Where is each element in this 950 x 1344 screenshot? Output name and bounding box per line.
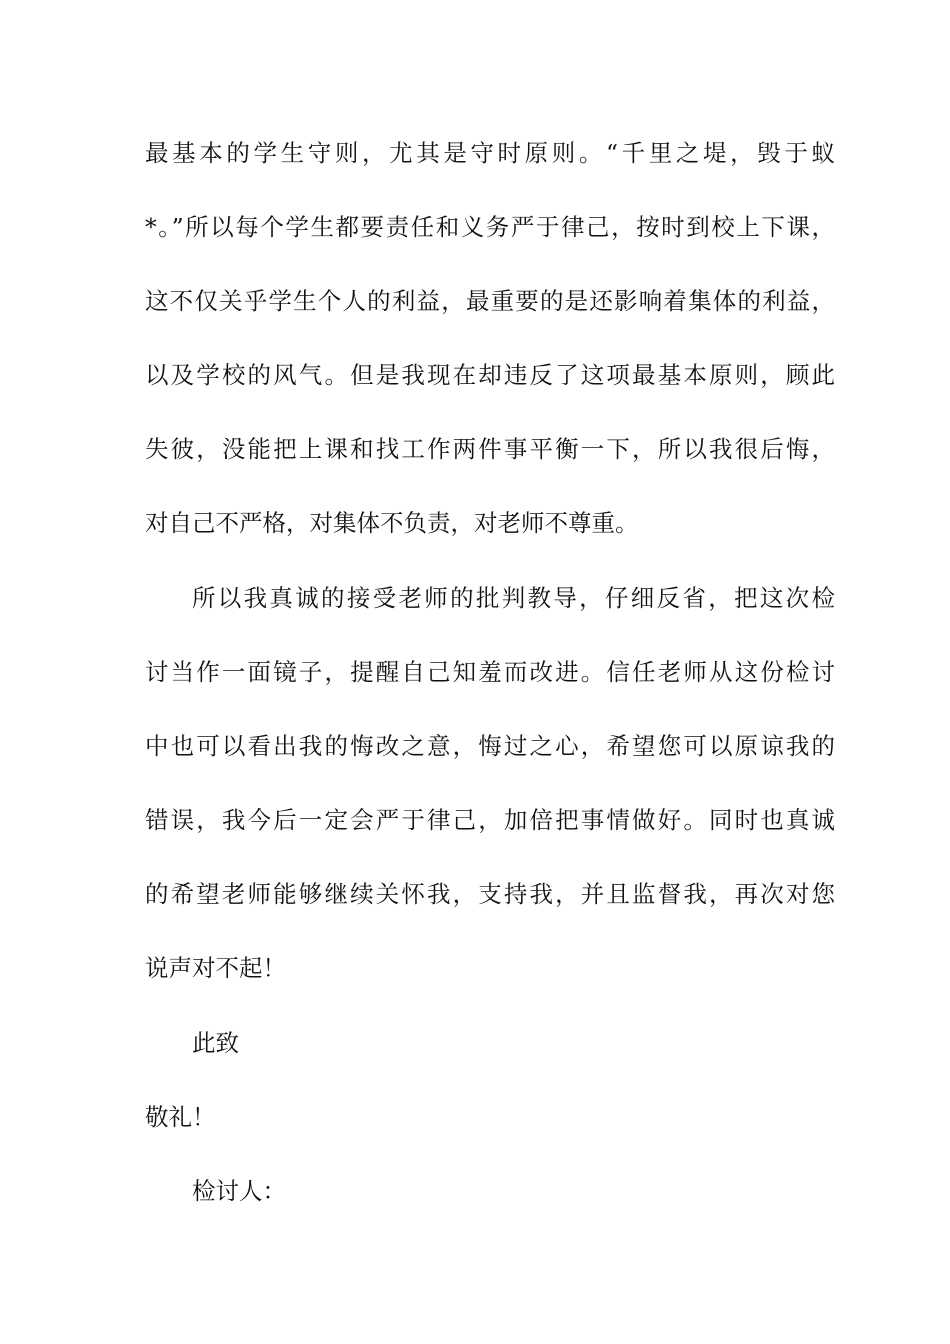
text-line-10: 错误，我今后一定会严于律己，加倍把事情做好。同时也真诚	[145, 806, 835, 834]
text-line-12: 说声对不起！	[145, 954, 286, 982]
text-line-8: 讨当作一面镜子，提醒自己知羞而改进。信任老师从这份检讨	[145, 658, 835, 686]
text-line-5: 失彼，没能把上课和找工作两件事平衡一下，所以我很后悔，	[145, 435, 835, 463]
closing-salutation: 此致	[192, 1029, 239, 1057]
text-line-7: 所以我真诚的接受老师的批判教导，仔细反省，把这次检	[192, 584, 835, 612]
text-line-3: 这不仅关乎学生个人的利益，最重要的是还影响着集体的利益，	[145, 287, 835, 315]
signature-label: 检讨人：	[192, 1177, 286, 1205]
text-line-9: 中也可以看出我的悔改之意，悔过之心，希望您可以原谅我的	[145, 732, 835, 760]
text-line-6: 对自己不严格，对集体不负责，对老师不尊重。	[145, 509, 639, 537]
text-line-2: *。”所以每个学生都要责任和义务严于律己，按时到校上下课，	[145, 213, 835, 241]
closing-regards: 敬礼！	[145, 1103, 216, 1131]
text-line-4: 以及学校的风气。但是我现在却违反了这项最基本原则，顾此	[145, 361, 835, 389]
text-line-11: 的希望老师能够继续关怀我，支持我，并且监督我，再次对您	[145, 880, 835, 908]
text-line-1: 最基本的学生守则，尤其是守时原则。“千里之堤，毁于蚁	[145, 139, 835, 167]
